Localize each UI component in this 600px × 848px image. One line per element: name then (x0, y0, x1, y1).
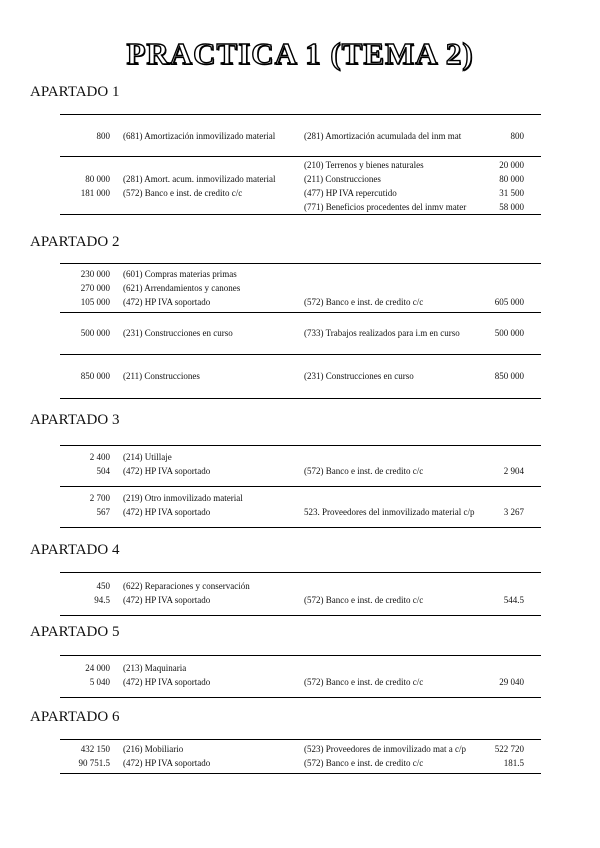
credit-amount: 3 267 (503, 507, 524, 517)
debit-amount: 504 (96, 466, 110, 476)
journal-entry (60, 486, 541, 528)
credit-account: (281) Amortización acumulada del inm mat (304, 131, 462, 141)
debit-amount: 181 000 (80, 188, 110, 198)
entry-line (60, 579, 541, 593)
entry-line (60, 756, 541, 770)
credit-account: (210) Terrenos y bienes naturales (304, 160, 424, 170)
entry-line (60, 505, 541, 519)
debit-account: (231) Construcciones en curso (123, 328, 233, 338)
debit-amount: 90 751.5 (78, 758, 110, 768)
credit-account: (771) Beneficios procedentes del inmv mater (304, 202, 467, 212)
debit-account: (622) Reparaciones y conservación (123, 581, 250, 591)
journal-entry (60, 739, 541, 774)
debit-amount: 2 700 (89, 493, 110, 503)
entry-line (60, 172, 541, 186)
debit-account: (281) Amort. acum. inmovilizado material (123, 174, 276, 184)
journal-entry (60, 312, 541, 355)
credit-amount: 544.5 (503, 595, 524, 605)
entry-line (60, 129, 541, 143)
entry-line (60, 281, 541, 295)
section-title: APARTADO 5 (30, 624, 120, 640)
debit-account: (472) HP IVA soportado (123, 297, 211, 307)
section-title: APARTADO 6 (30, 709, 120, 725)
credit-amount: 850 000 (494, 371, 524, 381)
credit-account: (572) Banco e inst. de credito c/c (304, 297, 424, 307)
credit-account: (477) HP IVA repercutido (304, 188, 397, 198)
credit-account: (523) Proveedores de inmovilizado mat a c/p (304, 744, 466, 754)
section-title: APARTADO 4 (30, 542, 120, 558)
credit-account: (572) Banco e inst. de credito c/c (304, 758, 424, 768)
entry-line (60, 295, 541, 309)
debit-amount: 432 150 (80, 744, 110, 754)
debit-account: (214) Utillaje (123, 452, 172, 462)
debit-account: (621) Arrendamientos y canones (123, 283, 241, 293)
entry-line (60, 491, 541, 505)
entry-line (60, 742, 541, 756)
credit-amount: 800 (510, 131, 524, 141)
debit-account: (472) HP IVA soportado (123, 466, 211, 476)
debit-amount: 800 (96, 131, 110, 141)
debit-account: (472) HP IVA soportado (123, 507, 211, 517)
debit-account: (601) Compras materias primas (123, 269, 237, 279)
debit-amount: 105 000 (80, 297, 110, 307)
credit-amount: 31 500 (499, 188, 524, 198)
credit-account: (733) Trabajos realizados para i.m en curso (304, 328, 460, 338)
debit-amount: 850 000 (80, 371, 110, 381)
entry-line (60, 326, 541, 340)
debit-amount: 500 000 (80, 328, 110, 338)
section-title: APARTADO 1 (30, 84, 120, 100)
entry-line (60, 593, 541, 607)
credit-account: (231) Construcciones en curso (304, 371, 414, 381)
debit-account: (472) HP IVA soportado (123, 595, 211, 605)
debit-amount: 5 040 (89, 677, 110, 687)
credit-amount: 80 000 (499, 174, 524, 184)
credit-amount: 181.5 (503, 758, 524, 768)
entry-line (60, 450, 541, 464)
credit-account: (572) Banco e inst. de credito c/c (304, 595, 424, 605)
credit-amount: 2 904 (503, 466, 524, 476)
entry-line (60, 464, 541, 478)
debit-amount: 450 (96, 581, 110, 591)
journal-entry (60, 114, 541, 157)
journal-entry (60, 655, 541, 698)
debit-account: (472) HP IVA soportado (123, 677, 211, 687)
debit-amount: 230 000 (80, 269, 110, 279)
debit-account: (213) Maquinaria (123, 663, 187, 673)
credit-amount: 29 040 (499, 677, 524, 687)
entry-line (60, 675, 541, 689)
entry-line (60, 200, 541, 214)
debit-amount: 567 (96, 507, 110, 517)
section-title: APARTADO 2 (30, 234, 120, 250)
section-title: APARTADO 3 (30, 412, 120, 428)
entry-line (60, 267, 541, 281)
debit-amount: 94.5 (94, 595, 110, 605)
debit-amount: 24 000 (85, 663, 110, 673)
credit-amount: 58 000 (499, 202, 524, 212)
credit-account: 523. Proveedores del inmovilizado material c/p (304, 507, 475, 517)
debit-account: (211) Construcciones (123, 371, 200, 381)
entry-line (60, 186, 541, 200)
credit-amount: 605 000 (494, 297, 524, 307)
credit-account: (211) Construcciones (304, 174, 381, 184)
journal-entry (60, 263, 541, 313)
journal-entry (60, 445, 541, 487)
page-title: PRACTICA 1 (TEMA 2) (126, 36, 474, 71)
debit-amount: 270 000 (80, 283, 110, 293)
credit-amount: 20 000 (499, 160, 524, 170)
debit-account: (216) Mobiliario (123, 744, 184, 754)
debit-amount: 2 400 (89, 452, 110, 462)
credit-amount: 500 000 (494, 328, 524, 338)
entry-line (60, 369, 541, 383)
entry-line (60, 661, 541, 675)
journal-entry (60, 156, 541, 215)
debit-account: (472) HP IVA soportado (123, 758, 211, 768)
journal-entry (60, 572, 541, 616)
credit-amount: 522 720 (494, 744, 524, 754)
credit-account: (572) Banco e inst. de credito c/c (304, 677, 424, 687)
debit-amount: 80 000 (85, 174, 110, 184)
credit-account: (572) Banco e inst. de credito c/c (304, 466, 424, 476)
debit-account: (219) Otro inmovilizado material (123, 493, 243, 503)
debit-account: (681) Amortización inmovilizado material (123, 131, 276, 141)
debit-account: (572) Banco e inst. de credito c/c (123, 188, 243, 198)
journal-entry (60, 354, 541, 399)
entry-line (60, 158, 541, 172)
